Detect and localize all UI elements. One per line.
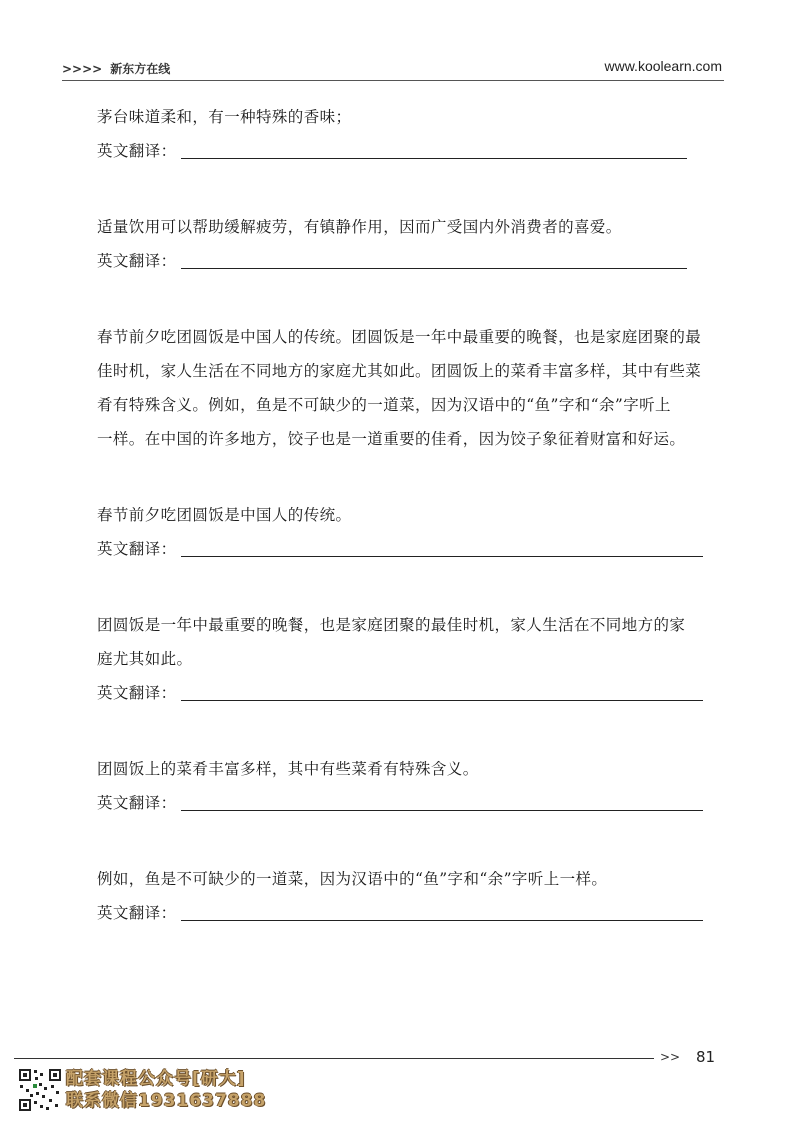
answer-blank[interactable] <box>181 700 703 701</box>
header-divider <box>62 80 724 81</box>
answer-blank[interactable] <box>181 810 703 811</box>
page-content <box>97 100 729 972</box>
answer-row <box>97 786 729 820</box>
answer-label: 英文翻译： <box>97 794 177 812</box>
header-brand <box>62 60 170 77</box>
exercise-item <box>97 498 729 566</box>
source-sentence: 庭尤其如此。 <box>97 650 193 668</box>
passage-line: 春节前夕吃团圆饭是中国人的传统。团圆饭是一年中最重要的晚餐，也是家庭团聚的最 <box>97 328 702 346</box>
answer-blank[interactable] <box>181 268 687 269</box>
answer-label: 英文翻译： <box>97 904 177 922</box>
footer-arrows: >> <box>660 1050 681 1064</box>
answer-row <box>97 532 729 566</box>
answer-label: 英文翻译： <box>97 684 177 702</box>
answer-label: 英文翻译： <box>97 252 177 270</box>
answer-blank[interactable] <box>181 556 703 557</box>
passage <box>97 320 729 456</box>
answer-row <box>97 676 729 710</box>
promo-line: 联系微信1931637888 <box>66 1091 267 1111</box>
source-sentence: 适量饮用可以帮助缓解疲劳，有镇静作用，因而广受国内外消费者的喜爱。 <box>97 218 622 236</box>
source-sentence: 例如，鱼是不可缺少的一道菜，因为汉语中的“鱼”字和“余”字听上一样。 <box>97 870 608 888</box>
passage-line: 一样。在中国的许多地方，饺子也是一道重要的佳肴，因为饺子象征着财富和好运。 <box>97 430 686 448</box>
header-arrows: >>>> <box>62 62 103 76</box>
exercise-item <box>97 100 729 168</box>
page-number: 81 <box>696 1048 716 1066</box>
footer-divider <box>14 1058 654 1059</box>
passage-line: 肴有特殊含义。例如，鱼是不可缺少的一道菜，因为汉语中的“鱼”字和“余”字听上 <box>97 396 671 414</box>
answer-label: 英文翻译： <box>97 142 177 160</box>
exercise-item <box>97 862 729 930</box>
answer-label: 英文翻译： <box>97 540 177 558</box>
exercise-item <box>97 608 729 710</box>
source-sentence: 春节前夕吃团圆饭是中国人的传统。 <box>97 506 352 524</box>
qr-code-icon <box>18 1068 62 1112</box>
answer-blank[interactable] <box>181 920 703 921</box>
exercise-item <box>97 210 729 278</box>
header-url: www.koolearn.com <box>604 58 722 74</box>
answer-row <box>97 244 729 278</box>
source-sentence: 团圆饭上的菜肴丰富多样，其中有些菜肴有特殊含义。 <box>97 760 479 778</box>
brand-name: 新东方在线 <box>110 62 171 76</box>
answer-row <box>97 134 729 168</box>
promo-text <box>66 1068 266 1112</box>
passage-line: 佳时机，家人生活在不同地方的家庭尤其如此。团圆饭上的菜肴丰富多样，其中有些菜 <box>97 362 702 380</box>
source-sentence: 茅台味道柔和，有一种特殊的香味； <box>97 108 352 126</box>
promo-line: 配套课程公众号[研大] <box>66 1069 246 1089</box>
answer-blank[interactable] <box>181 158 687 159</box>
answer-row <box>97 896 729 930</box>
exercise-item <box>97 752 729 820</box>
source-sentence: 团圆饭是一年中最重要的晚餐，也是家庭团聚的最佳时机，家人生活在不同地方的家 <box>97 616 686 634</box>
